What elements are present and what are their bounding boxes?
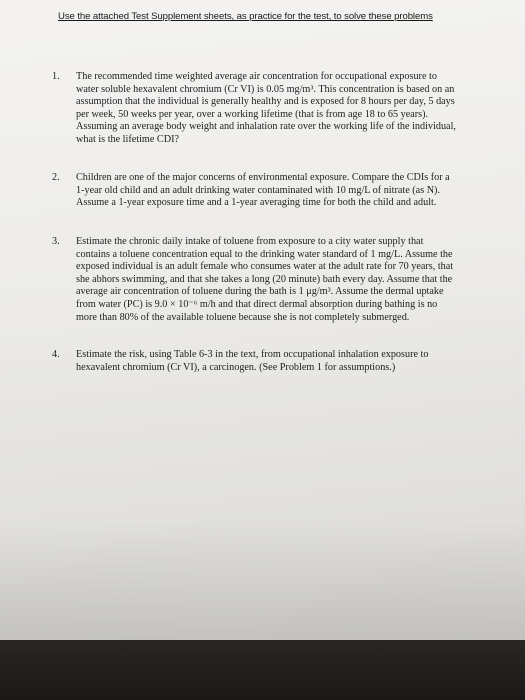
problem-1	[52, 71, 507, 147]
problem-line: she abhors swimming, and that she takes a long (20 minute) bath every day. Assume that the	[76, 273, 453, 285]
problem-line: more than 80% of the available toluene because she is not completely submerged.	[76, 311, 410, 323]
problem-number: 3.	[52, 236, 60, 247]
problem-line: exposed individual is an adult female who consumes water at the adult rate for 70 years, that	[76, 261, 454, 273]
problem-line: from water (PC) is 9.0 × 10⁻⁶ m/h and that direct dermal absorption during bathing is no	[76, 298, 438, 310]
problem-line: Children are one of the major concerns of environmental exposure. Compare the CDIs for a	[76, 172, 450, 183]
problem-line: Estimate the chronic daily intake of toluene from exposure to a city water supply that	[76, 236, 424, 247]
problem-line: hexavalent chromium (Cr VI), a carcinogen. (See Problem 1 for assumptions.)	[76, 361, 396, 373]
problem-line: The recommended time weighted average air concentration for occupational exposure to	[76, 71, 437, 82]
problem-line: assumption that the individual is generally healthy and is exposed for 8 hours per day, 5 days	[76, 96, 455, 108]
problem-2	[52, 172, 507, 210]
problem-text	[76, 172, 507, 210]
problem-line: what is the lifetime CDI?	[76, 133, 179, 145]
instructions-header: Use the attached Test Supplement sheets, as practice for the test, to solve these problems	[58, 11, 433, 22]
problem-number: 4.	[52, 349, 60, 360]
problem-text	[76, 236, 507, 324]
problem-line: water soluble hexavalent chromium (Cr VI) is 0.05 mg/m³. This concentration is based on an	[76, 83, 455, 95]
problem-line: average air concentration of toluene during the bath is 1 μg/m³. Assume the dermal uptake	[76, 286, 444, 298]
problem-line: Assume a 1-year exposure time and a 1-year averaging time for both the child and adult.	[76, 197, 437, 209]
problem-4	[52, 349, 507, 374]
problem-line: contains a toluene concentration equal to the drinking water standard of 1 mg/L. Assume the	[76, 248, 453, 260]
problem-text	[76, 71, 507, 147]
problem-line: Assuming an average body weight and inhalation rate over the working life of the individual,	[76, 121, 456, 133]
dark-surface	[0, 640, 525, 700]
problem-number: 2.	[52, 172, 60, 183]
paper-shadow	[0, 520, 525, 640]
problem-line: Estimate the risk, using Table 6-3 in the text, from occupational inhalation exposure to	[76, 349, 429, 360]
problem-line: per week, 50 weeks per year, over a working lifetime (that is from age 18 to 65 years).	[76, 108, 429, 120]
problem-number: 1.	[52, 71, 60, 82]
problem-3	[52, 236, 507, 324]
problem-text	[76, 349, 507, 374]
problem-line: 1-year old child and an adult drinking water contaminated with 10 mg/L of nitrate (as N).	[76, 184, 440, 196]
